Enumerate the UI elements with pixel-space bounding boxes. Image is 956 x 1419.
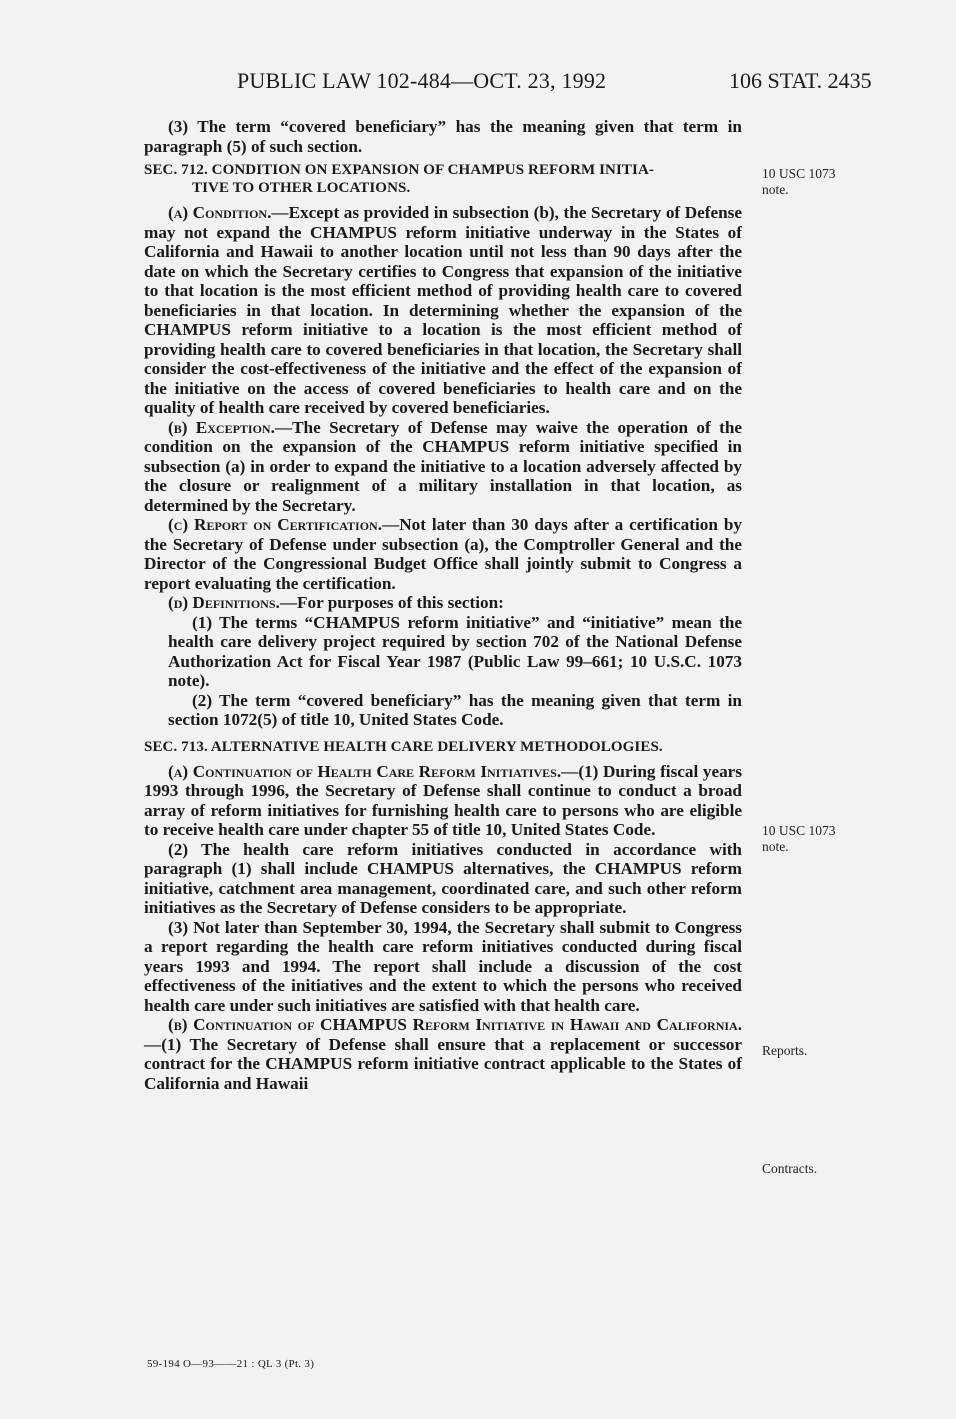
margin-note-712 [762, 166, 836, 198]
subsection-d [144, 593, 742, 613]
section-713-subsection-a-2: (2) The health care reform initiatives conducted in accordance with paragraph (1) shall include CHAMPUS alternatives, the CHAMPUS reform initiative, catchment area management, coordinated care, and such other reform initiatives as the Secretary of Defense considers to be appropriate. [144, 839, 742, 917]
definition-2: (2) The term “covered beneficiary” has the meaning given that term in section 1072(5) of title 10, United States Code. [168, 690, 742, 729]
section-712-heading [144, 161, 742, 197]
subsection-a-text: —Except as provided in subsection (b), the Secretary of Defense may not expand the CHAMPUS reform initiative underway in the States of California and Hawaii to another location until not less than 90 days after the date on which the Secretary certifies to Congress that expansion of the initiative to that location is the most efficient method of providing health care to covered beneficiaries in that location. In determining whether the expansion of the CHAMPUS reform initiative to a location is the most efficient method of providing health care to covered beneficiaries in that location, the Secretary shall consider the cost-effectiveness of the initiative and the effect of the expansion of the initiative on the access of covered beneficiaries to health care and on the quality of health care received by covered beneficiaries. [144, 203, 742, 417]
margin-note-713-note: note. [762, 839, 789, 854]
section-712-heading-line1: SEC. 712. CONDITION ON EXPANSION OF CHAMPUS REFORM INITIA- [144, 162, 654, 178]
subsection-a-label: (a) Condition. [168, 203, 272, 222]
subsection-b-text: —The Secretary of Defense may waive the operation of the condition on the expansion of the CHAMPUS reform initiative specified in subsection (a) in order to expand the initiative to a location adversely affected by the closure or realignment of a military installation in that location, as determined by the Secretary. [144, 417, 743, 515]
subsection-d-label: (d) Definitions. [168, 593, 280, 612]
section-713-subsection-b-label: (b) Continuation of CHAMPUS Reform Initiative in Hawaii and California. [168, 1015, 742, 1034]
page-header [0, 68, 956, 102]
paragraph-covered-beneficiary: (3) The term “covered beneficiary” has the meaning given that term in paragraph (5) of such section. [144, 117, 742, 156]
subsection-c [144, 515, 742, 593]
subsection-b-label: (b) Exception. [168, 417, 275, 437]
section-713-subsection-a-3: (3) Not later than September 30, 1994, the Secretary shall submit to Congress a report regarding the health care reform initiatives conducted during fiscal years 1993 and 1994. The report shall include a discussion of the cost effectiveness of the initiatives and the extent to which the persons who received health care under such initiatives are satisfied with that health care. [144, 917, 742, 1015]
margin-note-reports: Reports. [762, 1043, 808, 1058]
margin-note-713-citation: 10 USC 1073 [762, 823, 836, 838]
subsection-c-label: (c) Report on Certification. [168, 515, 382, 534]
body-column [144, 117, 742, 1093]
section-713-subsection-a-1-text: —(1) During fiscal years 1993 through 1996, the Secretary of Defense shall continue to conduct a broad array of reform initiatives for furnishing health care to persons who are eligible to receive health care under chapter 55 of title 10, United States Code. [144, 761, 742, 839]
definition-1: (1) The terms “CHAMPUS reform initiative” and “initiative” mean the health care delivery project required by section 702 of the National Defense Authorization Act for Fiscal Year 1987 (Public Law 99–661; 10 U.S.C. 1073 note). [168, 612, 742, 690]
margin-note-713 [762, 823, 836, 855]
section-712-heading-line2: TIVE TO OTHER LOCATIONS. [192, 180, 411, 196]
section-713-subsection-b-1 [144, 1015, 742, 1093]
margin-note-712-note: note. [762, 182, 789, 197]
page-footer-code: 59-194 O—93——21 : QL 3 (Pt. 3) [147, 1358, 315, 1370]
page-header-stat: 106 STAT. 2435 [729, 68, 872, 93]
section-713-subsection-b-1-text: —(1) The Secretary of Defense shall ensure that a replacement or successor contract for the CHAMPUS reform initiative contract applicable to the States of California and Hawaii [144, 1034, 742, 1093]
section-713-heading: SEC. 713. ALTERNATIVE HEALTH CARE DELIVERY METHODOLOGIES. [144, 738, 663, 755]
subsection-b [144, 418, 742, 516]
margin-note-712-citation: 10 USC 1073 [762, 166, 836, 181]
subsection-c-text: —Not later than 30 days after a certification by the Secretary of Defense under subsection (a), the Comptroller General and the Director of the Congressional Budget Office shall jointly submit to Congress a report evaluating the certification. [144, 515, 742, 593]
page-header-title: PUBLIC LAW 102-484—OCT. 23, 1992 [237, 68, 607, 93]
section-713-subsection-a-1 [144, 762, 742, 840]
section-713-subsection-a-label: (a) Continuation of Health Care Reform Initiatives. [168, 761, 562, 781]
subsection-a [144, 203, 742, 418]
margin-note-contracts: Contracts. [762, 1161, 818, 1176]
subsection-d-text: —For purposes of this section: [279, 593, 504, 612]
